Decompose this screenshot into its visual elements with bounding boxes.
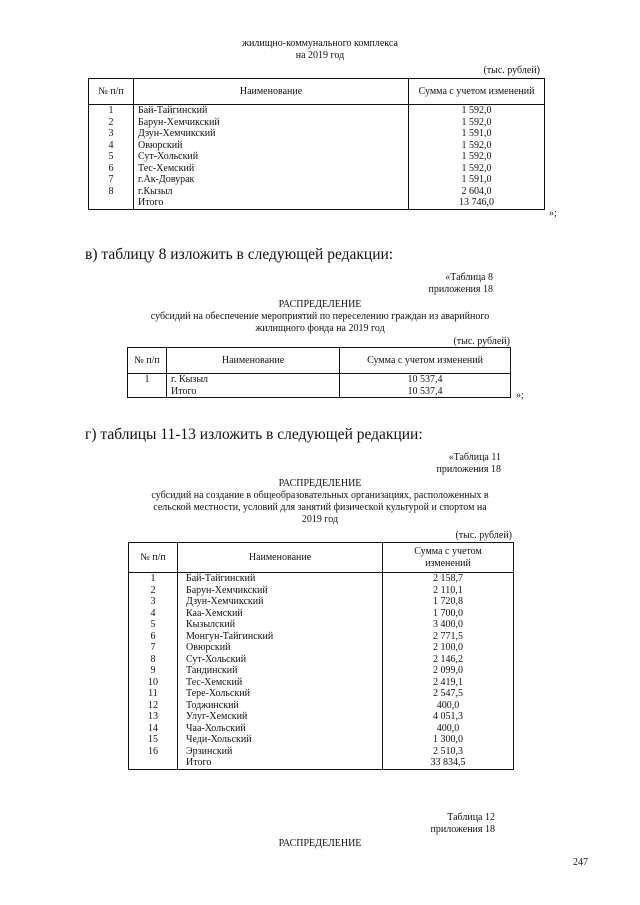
section-g-header-name: Наименование [178, 543, 383, 573]
table-row [129, 723, 514, 735]
top-table-wrap [88, 78, 545, 210]
row-number-cell: 15 [129, 734, 178, 746]
row-number-cell: 4 [129, 608, 178, 620]
section-v-table-wrap [127, 347, 511, 398]
table-row [129, 757, 514, 769]
row-number-cell: 1 [89, 105, 134, 117]
section-v-subtitle2: жилищного фонда на 2019 год [255, 323, 385, 334]
table-row [129, 746, 514, 758]
row-number-cell [129, 757, 178, 769]
row-name-cell: Сут-Хольский [134, 151, 409, 163]
row-number-cell: 10 [129, 677, 178, 689]
section-g-header-sum-line2: изменений [425, 557, 471, 569]
section-g-heading: г) таблицы 11-13 изложить в следующей редакции: [85, 426, 423, 443]
row-number-cell: 7 [129, 642, 178, 654]
row-sum-cell: 2 146,2 [383, 654, 514, 666]
section-g-label-line1: «Таблица 11 [448, 452, 501, 463]
row-sum-cell: 2 547,5 [383, 688, 514, 700]
section-v-subtitle1: субсидий на обеспечение мероприятий по переселению граждан из аварийного [150, 311, 490, 322]
row-name-cell: Тес-Хемский [134, 163, 409, 175]
section-g-header-num: № п/п [129, 543, 178, 573]
row-number-cell: 2 [89, 117, 134, 129]
row-number-cell: 3 [129, 596, 178, 608]
row-sum-cell: 1 591,0 [409, 174, 545, 186]
row-sum-cell: 400,0 [383, 723, 514, 735]
section-v-header-name: Наименование [167, 348, 340, 374]
row-sum-cell: 10 537,4 [340, 374, 511, 386]
row-number-cell: 9 [129, 665, 178, 677]
row-sum-cell: 2 771,5 [383, 631, 514, 643]
row-sum-cell: 2 099,0 [383, 665, 514, 677]
section-v-header-num: № п/п [128, 348, 167, 374]
table-row [129, 631, 514, 643]
row-number-cell: 11 [129, 688, 178, 700]
section-g-table-wrap [128, 542, 514, 770]
table-row [89, 186, 545, 198]
row-name-cell: Улуг-Хемский [178, 711, 383, 723]
row-sum-cell: 400,0 [383, 700, 514, 712]
row-sum-cell: 1 592,0 [409, 151, 545, 163]
row-sum-cell: 1 300,0 [383, 734, 514, 746]
section-v-title: РАСПРЕДЕЛЕНИЕ [278, 299, 362, 310]
footer-label-line1: Таблица 12 [447, 812, 495, 823]
section-v-header-sum: Сумма с учетом изменений [340, 348, 511, 374]
top-units: (тыс. рублей) [483, 65, 540, 76]
row-sum-cell: 4 051,3 [383, 711, 514, 723]
row-name-cell: Дзун-Хемчикский [134, 128, 409, 140]
table-row [129, 642, 514, 654]
top-title [180, 38, 460, 62]
row-number-cell: 14 [129, 723, 178, 735]
table-row [129, 596, 514, 608]
row-name-cell: г. Кызыл [167, 374, 340, 386]
row-name-cell: Тере-Хольский [178, 688, 383, 700]
section-g-table [128, 542, 514, 770]
section-v-title-block [100, 299, 540, 335]
row-sum-cell: 1 591,0 [409, 128, 545, 140]
row-name-cell: Овюрский [134, 140, 409, 152]
section-v-heading: в) таблицу 8 изложить в следующей редакции: [85, 246, 394, 263]
row-name-cell: Бай-Тайгинский [178, 573, 383, 585]
section-g-subtitle3: 2019 год [301, 514, 339, 525]
top-title-line1: жилищно-коммунального комплекса [242, 38, 398, 49]
section-v-table [127, 347, 511, 398]
table-row [129, 619, 514, 631]
section-g-subtitle1: субсидий на создание в общеобразовательных организациях, расположенных в [151, 490, 489, 501]
section-v-label-line2: приложения 18 [428, 284, 493, 295]
section-g-table-body [129, 573, 514, 770]
row-sum-cell: 2 604,0 [409, 186, 545, 198]
row-number-cell: 13 [129, 711, 178, 723]
table-row [129, 711, 514, 723]
section-g-label-line2: приложения 18 [436, 464, 501, 475]
row-sum-cell: 1 592,0 [409, 117, 545, 129]
row-name-cell: Итого [134, 197, 409, 209]
footer-table-label [380, 812, 495, 836]
section-g-header-sum [383, 543, 514, 573]
top-header-sum: Сумма с учетом изменений [409, 79, 545, 105]
row-sum-cell: 1 592,0 [409, 140, 545, 152]
table-row [129, 608, 514, 620]
section-v-units: (тыс. рублей) [453, 336, 510, 347]
row-name-cell: г.Ак-Довурак [134, 174, 409, 186]
row-name-cell: Овюрский [178, 642, 383, 654]
row-sum-cell: 1 720,8 [383, 596, 514, 608]
row-name-cell: Чеди-Хольский [178, 734, 383, 746]
row-name-cell: Тес-Хемский [178, 677, 383, 689]
row-number-cell [89, 197, 134, 209]
section-g-units: (тыс. рублей) [455, 530, 512, 541]
section-g-title-block [110, 478, 530, 526]
row-name-cell: Тоджинский [178, 700, 383, 712]
row-name-cell: Кызылский [178, 619, 383, 631]
row-number-cell: 1 [128, 374, 167, 386]
table-row [89, 140, 545, 152]
table-row [128, 374, 511, 386]
row-sum-cell: 10 537,4 [340, 386, 511, 398]
row-sum-cell: 2 110,1 [383, 585, 514, 597]
row-number-cell: 7 [89, 174, 134, 186]
table-row [89, 128, 545, 140]
row-number-cell: 4 [89, 140, 134, 152]
row-name-cell: Итого [167, 386, 340, 398]
row-number-cell: 5 [89, 151, 134, 163]
footer-label-line2: приложения 18 [430, 824, 495, 835]
row-sum-cell: 2 510,3 [383, 746, 514, 758]
row-sum-cell: 1 700,0 [383, 608, 514, 620]
row-sum-cell: 1 592,0 [409, 105, 545, 117]
section-v-table-body [128, 374, 511, 398]
section-g-header-sum-line1: Сумма с учетом [414, 546, 482, 557]
top-header-name: Наименование [134, 79, 409, 105]
table-row [89, 105, 545, 117]
row-name-cell: Монгун-Тайгинский [178, 631, 383, 643]
top-title-line2: на 2019 год [295, 50, 345, 61]
top-table [88, 78, 545, 210]
table-row [129, 700, 514, 712]
row-sum-cell: 3 400,0 [383, 619, 514, 631]
section-g-table-label [380, 452, 501, 476]
page-number: 247 [573, 857, 588, 868]
row-name-cell: Бай-Тайгинский [134, 105, 409, 117]
row-number-cell: 8 [89, 186, 134, 198]
row-sum-cell: 1 592,0 [409, 163, 545, 175]
section-g-title: РАСПРЕДЕЛЕНИЕ [278, 478, 362, 489]
table-row [89, 163, 545, 175]
table-row [89, 197, 545, 209]
table-row [129, 654, 514, 666]
row-number-cell: 5 [129, 619, 178, 631]
row-name-cell: Барун-Хемчикский [134, 117, 409, 129]
row-number-cell: 2 [129, 585, 178, 597]
row-number-cell: 16 [129, 746, 178, 758]
section-v-trail: »; [516, 390, 524, 401]
row-sum-cell: 2 100,0 [383, 642, 514, 654]
row-name-cell: Тандинский [178, 665, 383, 677]
table-row [129, 734, 514, 746]
row-name-cell: Эрзинский [178, 746, 383, 758]
table-row [129, 677, 514, 689]
row-number-cell: 1 [129, 573, 178, 585]
row-name-cell: Барун-Хемчикский [178, 585, 383, 597]
row-sum-cell: 2 158,7 [383, 573, 514, 585]
row-number-cell: 6 [89, 163, 134, 175]
row-name-cell: Чаа-Хольский [178, 723, 383, 735]
table-row [89, 174, 545, 186]
row-sum-cell: 13 746,0 [409, 197, 545, 209]
footer-title: РАСПРЕДЕЛЕНИЕ [278, 838, 362, 849]
table-row [129, 585, 514, 597]
row-sum-cell: 2 419,1 [383, 677, 514, 689]
row-number-cell: 8 [129, 654, 178, 666]
row-name-cell: Каа-Хемский [178, 608, 383, 620]
section-v-table-label [380, 272, 493, 296]
row-number-cell: 6 [129, 631, 178, 643]
row-name-cell: г.Кызыл [134, 186, 409, 198]
section-v-label-line1: «Таблица 8 [445, 272, 493, 283]
row-number-cell: 12 [129, 700, 178, 712]
table-row [89, 117, 545, 129]
row-name-cell: Дзун-Хемчикский [178, 596, 383, 608]
table-row [128, 386, 511, 398]
row-name-cell: Сут-Хольский [178, 654, 383, 666]
top-header-num: № п/п [89, 79, 134, 105]
table-row [129, 573, 514, 585]
row-name-cell: Итого [178, 757, 383, 769]
table-row [129, 688, 514, 700]
top-trail: »; [549, 208, 557, 219]
table-row [129, 665, 514, 677]
row-number-cell: 3 [89, 128, 134, 140]
table-row [89, 151, 545, 163]
row-sum-cell: 33 834,5 [383, 757, 514, 769]
section-g-subtitle2: сельской местности, условий для занятий физической культурой и спортом на [153, 502, 487, 513]
row-number-cell [128, 386, 167, 398]
top-table-body [89, 105, 545, 210]
